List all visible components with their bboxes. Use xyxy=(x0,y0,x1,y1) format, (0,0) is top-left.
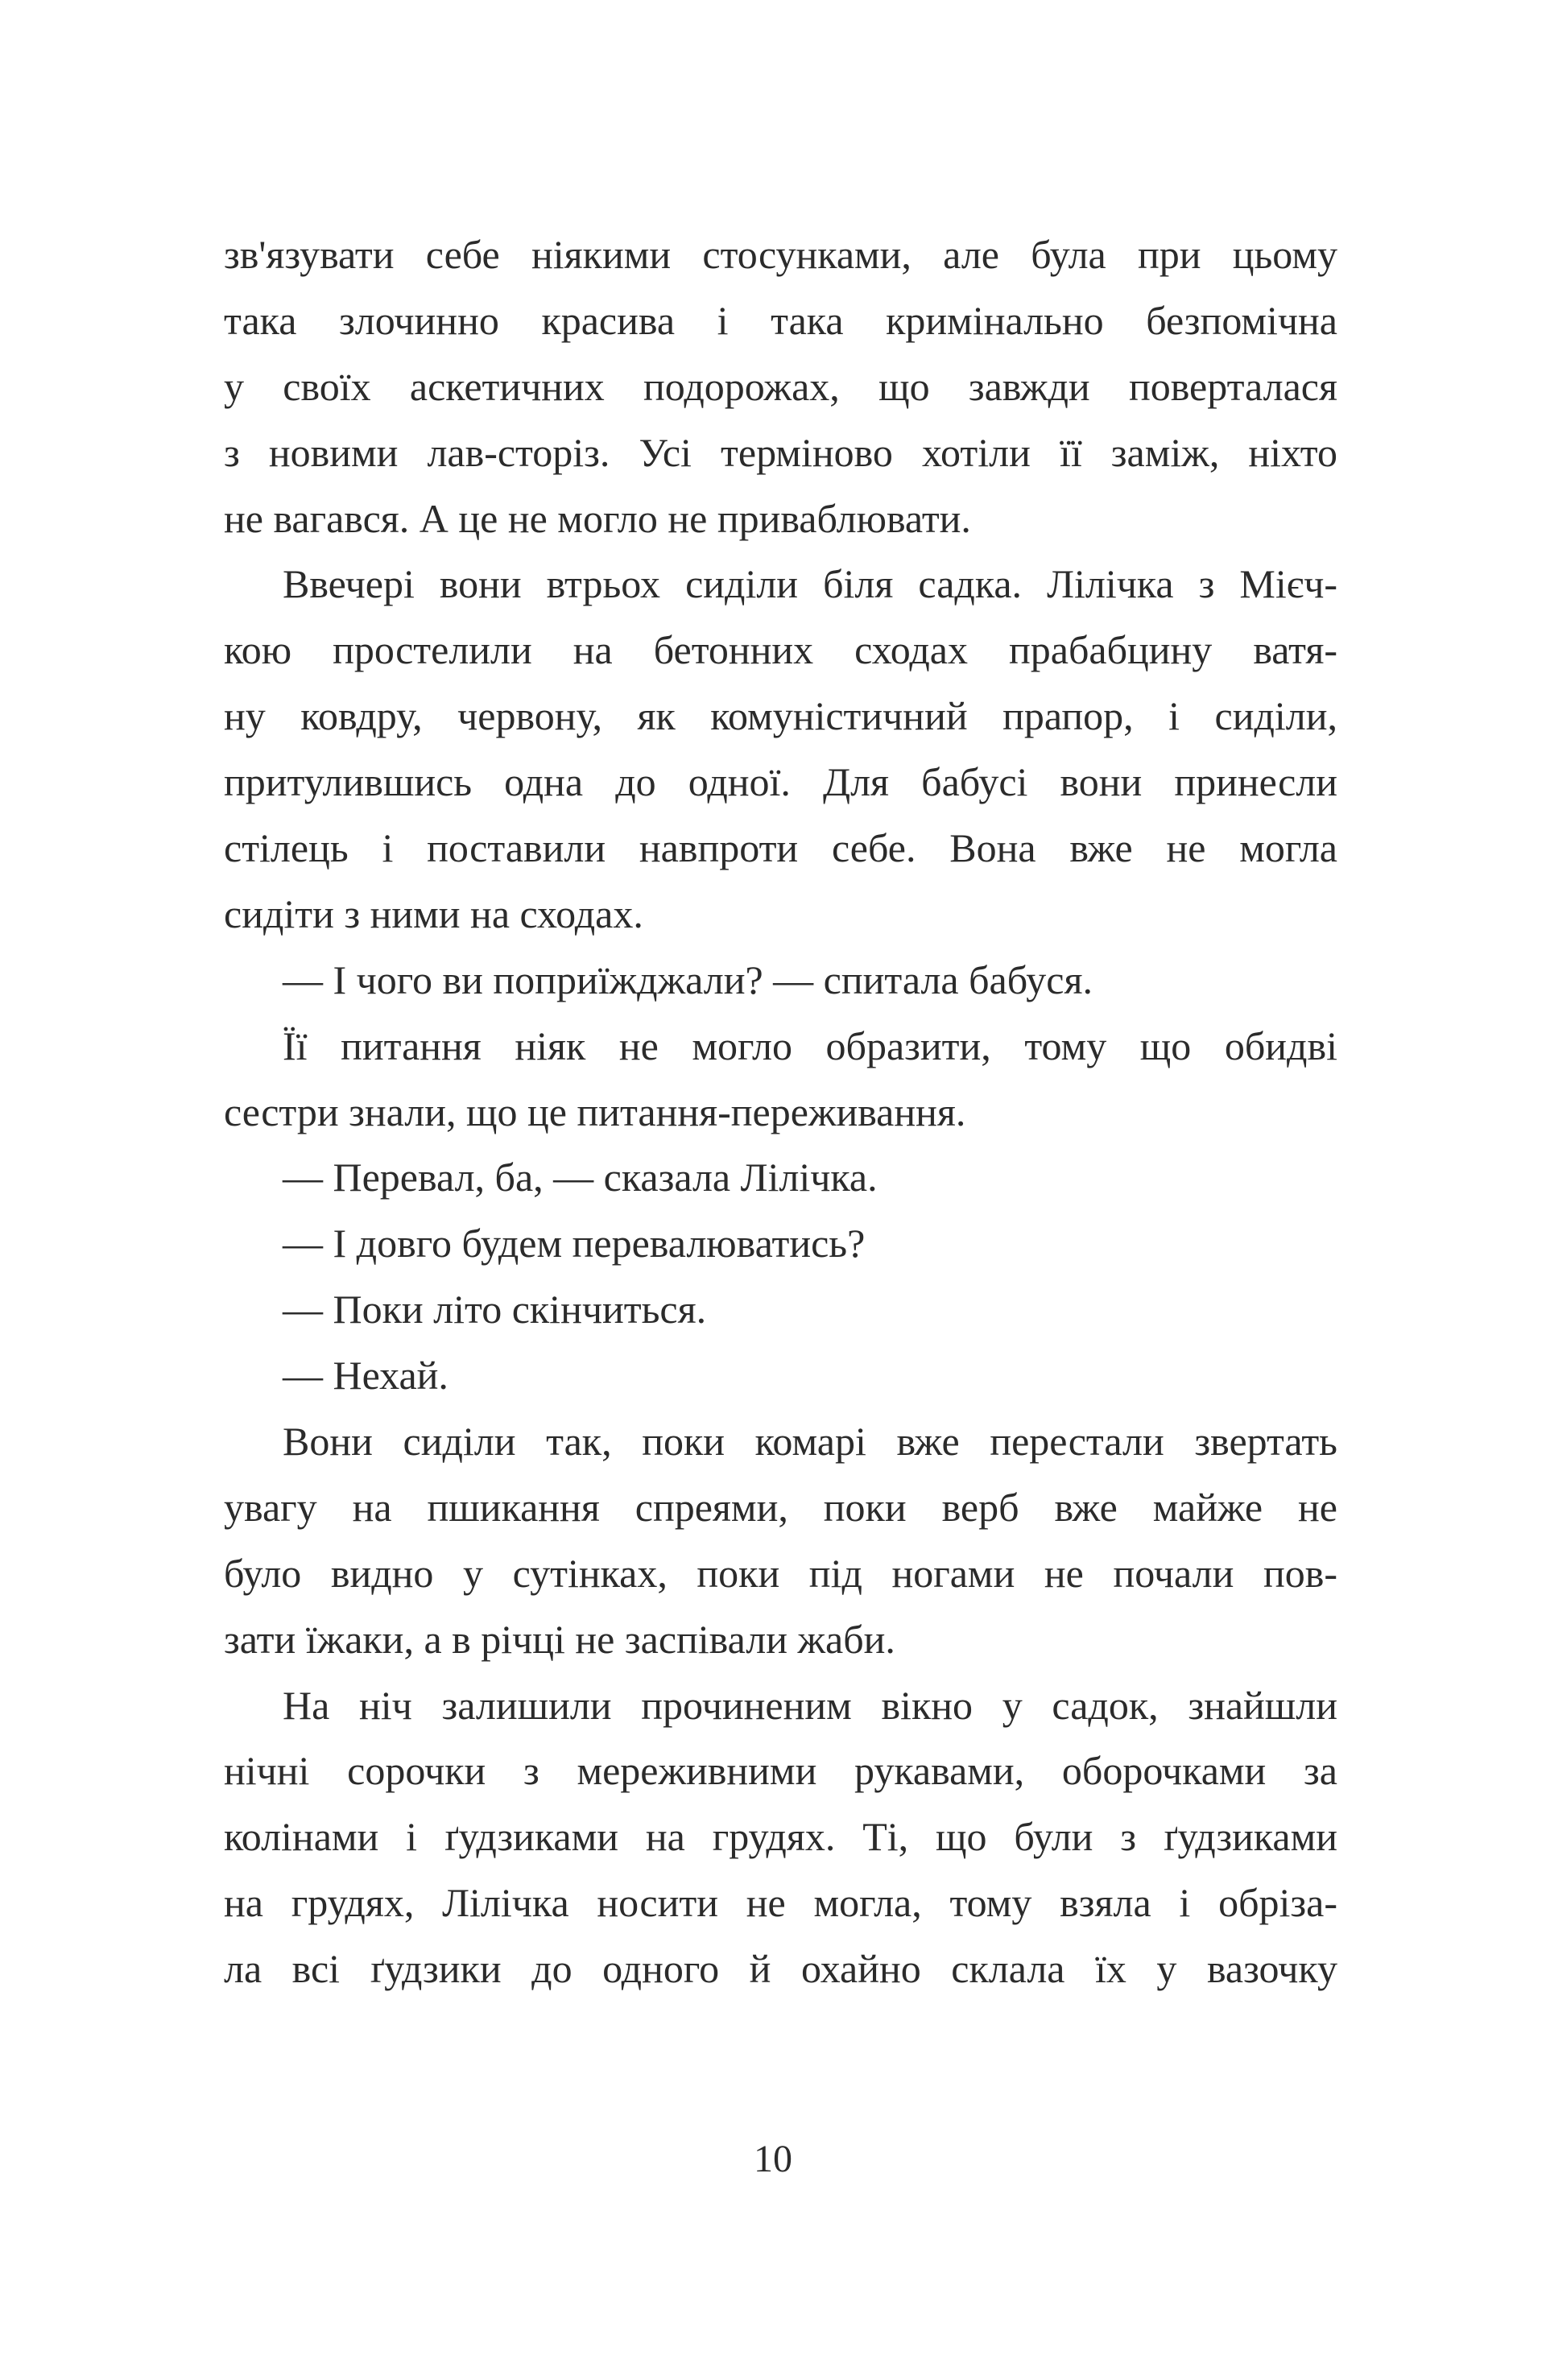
text-line: Вони сиділи так, поки комарі вже перестали звертать xyxy=(283,1419,1337,1465)
text-line: ну ковдру, червону, як комуністичний прапор, і сиділи, xyxy=(224,693,1337,739)
text-line: зати їжаки, а в річці не заспівали жаби. xyxy=(224,1616,895,1662)
text-line: Ввечері вони втрьох сиділи біля садка. Лілічка з Мієч- xyxy=(283,561,1337,607)
text-line: ла всі ґудзики до одного й охайно склала їх у вазочку xyxy=(224,1946,1337,1992)
text-line: кою простелили на бетонних сходах прабабцину ватя- xyxy=(224,627,1337,673)
text-line: нічні сорочки з мереживними рукавами, оборочками за xyxy=(224,1748,1337,1794)
body-text xyxy=(224,222,1337,2002)
text-line: на грудях, Лілічка носити не могла, тому взяла і обріза- xyxy=(224,1880,1337,1926)
text-line: з новими лав-сторіз. Усі терміново хотіли її заміж, ніхто xyxy=(224,429,1337,475)
page-number: 10 xyxy=(754,2138,792,2180)
text-line: у своїх аскетичних подорожах, що завжди поверталася xyxy=(224,363,1337,409)
text-line: така злочинно красива і така кримінально безпомічна xyxy=(224,297,1337,343)
text-line: було видно у сутінках, поки під ногами не почали пов- xyxy=(224,1550,1337,1596)
text-line: — І чого ви поприїжджали? — спитала бабуся. xyxy=(283,957,1093,1002)
text-line: не вагався. А це не могло не приваблювати. xyxy=(224,495,971,541)
text-line: — І довго будем перевалюватись? xyxy=(283,1221,866,1266)
text-line: притулившись одна до одної. Для бабусі вони принесли xyxy=(224,759,1337,805)
text-line: сидіти з ними на сходах. xyxy=(224,890,643,936)
text-line: Її питання ніяк не могло образити, тому що обидві xyxy=(283,1023,1337,1068)
text-line: — Перевал, ба, — сказала Лілічка. xyxy=(283,1155,878,1200)
text-line: сестри знали, що це питання-переживання. xyxy=(224,1089,966,1134)
text-line: На ніч залишили прочиненим вікно у садок, знайшли xyxy=(283,1682,1337,1728)
text-line: колінами і ґудзиками на грудях. Ті, що були з ґудзиками xyxy=(224,1814,1337,1860)
text-line: зв'язувати себе ніякими стосунками, але була при цьому xyxy=(224,232,1337,277)
text-line: — Поки літо скінчиться. xyxy=(283,1287,707,1333)
text-line: увагу на пшикання спреями, поки верб вже майже не xyxy=(224,1484,1337,1530)
text-line: стілець і поставили навпроти себе. Вона вже не могла xyxy=(224,825,1337,871)
text-line: — Нехай. xyxy=(283,1353,449,1399)
